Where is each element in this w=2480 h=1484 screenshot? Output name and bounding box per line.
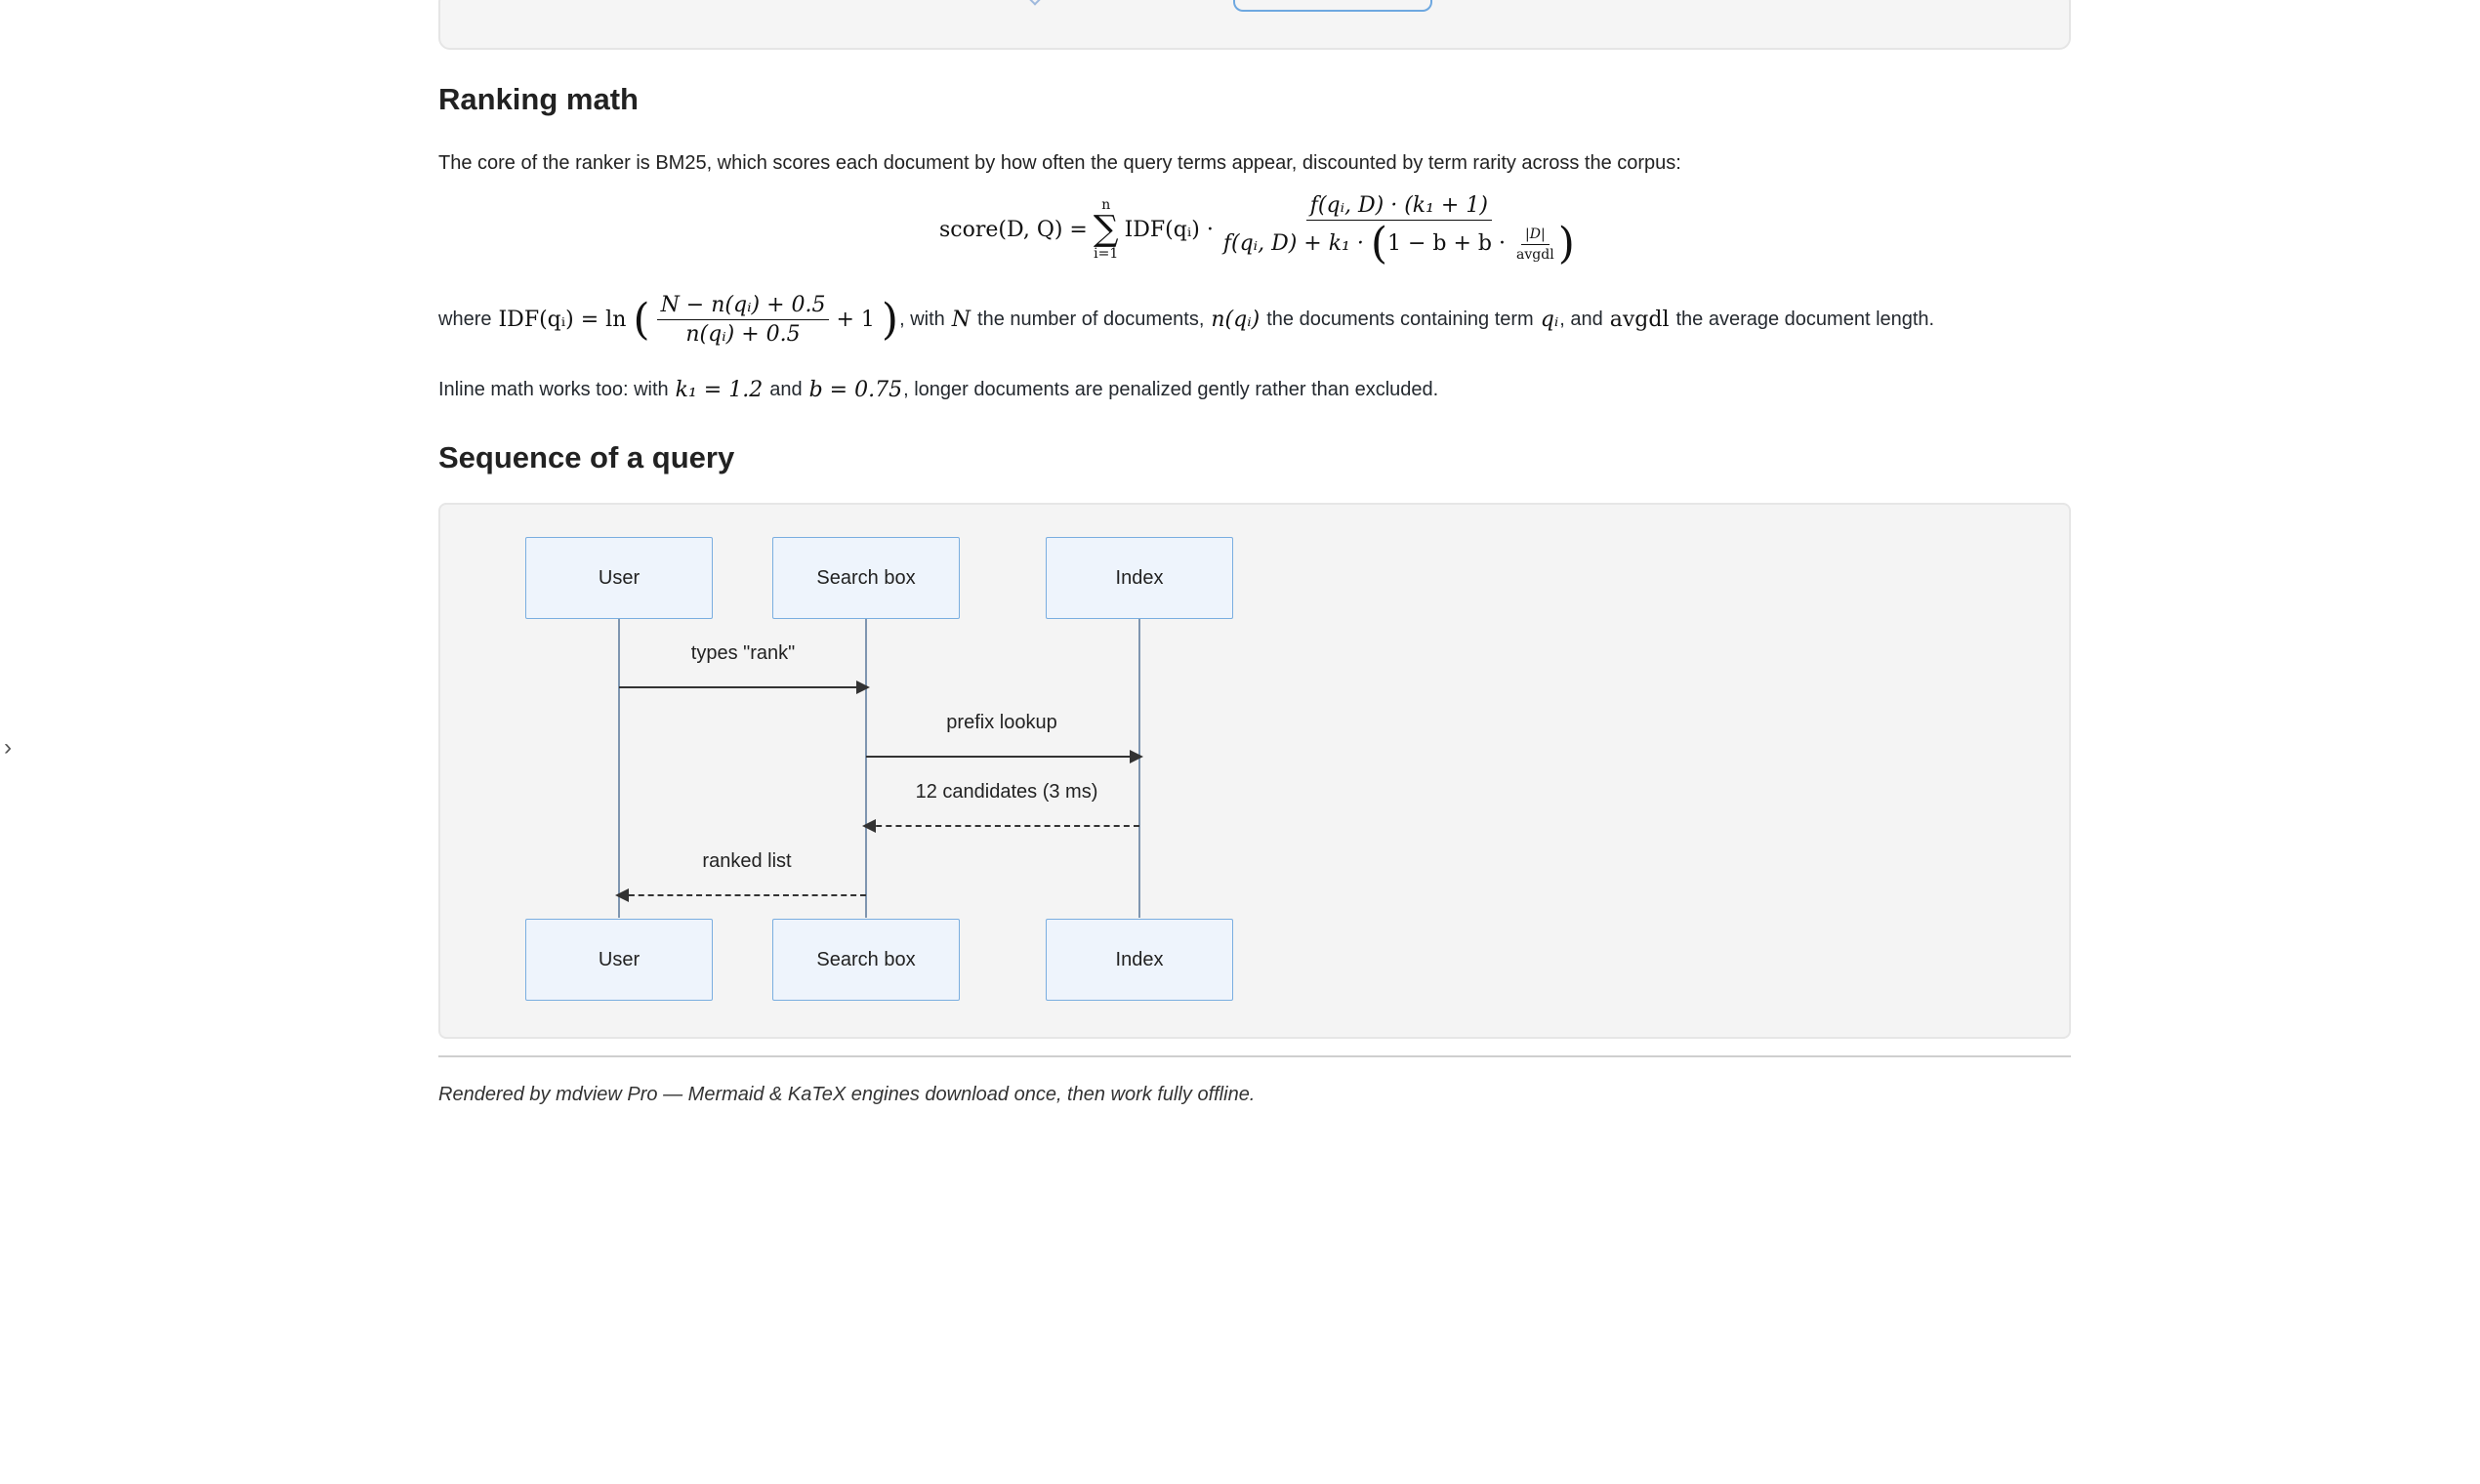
where-text-5: the average document length. xyxy=(1675,309,1935,330)
actor-index-top: Index xyxy=(1046,537,1233,619)
sequence-heading: Sequence of a query xyxy=(438,440,735,474)
eq-inner-num: |D| xyxy=(1521,227,1550,245)
where-text-4: , and xyxy=(1559,309,1603,330)
lifeline-index xyxy=(1138,619,1140,918)
message-label: 12 candidates (3 ms) xyxy=(915,781,1098,803)
footer-note: Rendered by mdview Pro — Mermaid & KaTeX engines download once, then work fully offline. xyxy=(438,1084,1256,1105)
where-line: where IDF(qᵢ) = ln ( $\frac{\text{N − n(qᵢ) + 0.5}}{\text{n(qᵢ) + 0.5}}$ + 1 ) , with N the number of documents, n(qᵢ) the documents containing term qᵢ , and avgdl the average document length. xyxy=(438,293,1935,347)
where-text-1: , with xyxy=(899,309,945,330)
eq-den-part-a: f(qᵢ, D) + k₁ · xyxy=(1222,231,1371,256)
ranking-math-heading: Ranking math xyxy=(438,82,639,116)
eq-lhs: score(D, Q) = xyxy=(939,217,1088,242)
where-pre: where xyxy=(438,309,492,330)
where-text-2: the number of documents, xyxy=(977,309,1205,330)
lifeline-user xyxy=(618,619,620,918)
sidebar-expand-chevron-icon[interactable]: › xyxy=(4,734,12,761)
message-label: prefix lookup xyxy=(946,712,1057,733)
sum-lower-limit: i=1 xyxy=(1094,246,1119,262)
eq-den-part-b: 1 − b + b · xyxy=(1387,231,1507,256)
bm25-equation xyxy=(939,193,1579,266)
where-idf-num: N − n(qᵢ) + 0.5 xyxy=(657,293,830,320)
where-text-3: the documents containing term xyxy=(1266,309,1534,330)
inline-b: b = 0.75 xyxy=(808,378,903,402)
eq-numerator: f(qᵢ, D) · (k₁ + 1) xyxy=(1306,193,1492,221)
previous-diagram-node xyxy=(1233,0,1432,12)
where-q: qᵢ xyxy=(1540,308,1559,332)
actor-search-box-bottom: Search box xyxy=(772,919,960,1001)
sequence-diagram xyxy=(438,503,2071,1039)
message-label: types "rank" xyxy=(690,642,796,664)
lifeline-search-box xyxy=(865,619,867,918)
message-label: ranked list xyxy=(702,850,792,872)
actor-user-top: User xyxy=(525,537,713,619)
where-idf-fraction xyxy=(657,293,830,347)
actor-search-box-top: Search box xyxy=(772,537,960,619)
eq-inner-den: avgdl xyxy=(1516,246,1554,263)
eq-summation xyxy=(1094,198,1119,261)
message-arrow xyxy=(866,825,1139,827)
sum-upper-limit: n xyxy=(1101,197,1111,213)
where-idf-den: n(qᵢ) + 0.5 xyxy=(685,322,801,347)
eq-main-fraction xyxy=(1219,193,1579,266)
message-arrow xyxy=(866,756,1139,758)
where-plus: + 1 xyxy=(836,308,875,332)
sum-symbol: ∑ xyxy=(1093,209,1119,249)
where-nq: n(qᵢ) xyxy=(1211,308,1261,332)
actor-index-bottom: Index xyxy=(1046,919,1233,1001)
inline-math-line xyxy=(438,378,1438,402)
where-idf: IDF(qᵢ) = ln xyxy=(498,308,627,332)
actor-user-bottom: User xyxy=(525,919,713,1001)
footer-divider xyxy=(438,1055,2071,1057)
inline-text-1: Inline math works too: with xyxy=(438,379,669,400)
inline-text-2: and xyxy=(769,379,803,400)
ranking-intro-text: The core of the ranker is BM25, which scores each document by how often the query terms appear, discounted by term rarity across the corpus: xyxy=(438,152,1681,174)
message-arrow xyxy=(619,686,866,688)
where-N: N xyxy=(951,308,971,332)
inline-k1: k₁ = 1.2 xyxy=(675,378,764,402)
message-arrow xyxy=(619,894,866,896)
eq-den-inner-fraction xyxy=(1512,227,1558,263)
eq-idf: IDF(qᵢ) · xyxy=(1124,217,1214,242)
where-avgdl: avgdl xyxy=(1609,308,1670,332)
inline-text-3: , longer documents are penalized gently rather than excluded. xyxy=(903,379,1439,400)
eq-denominator: f(qᵢ, D) + k₁ · (1 − b + b · $\frac{|D|}{\text{avgdl}}$ ) xyxy=(1222,219,1575,268)
